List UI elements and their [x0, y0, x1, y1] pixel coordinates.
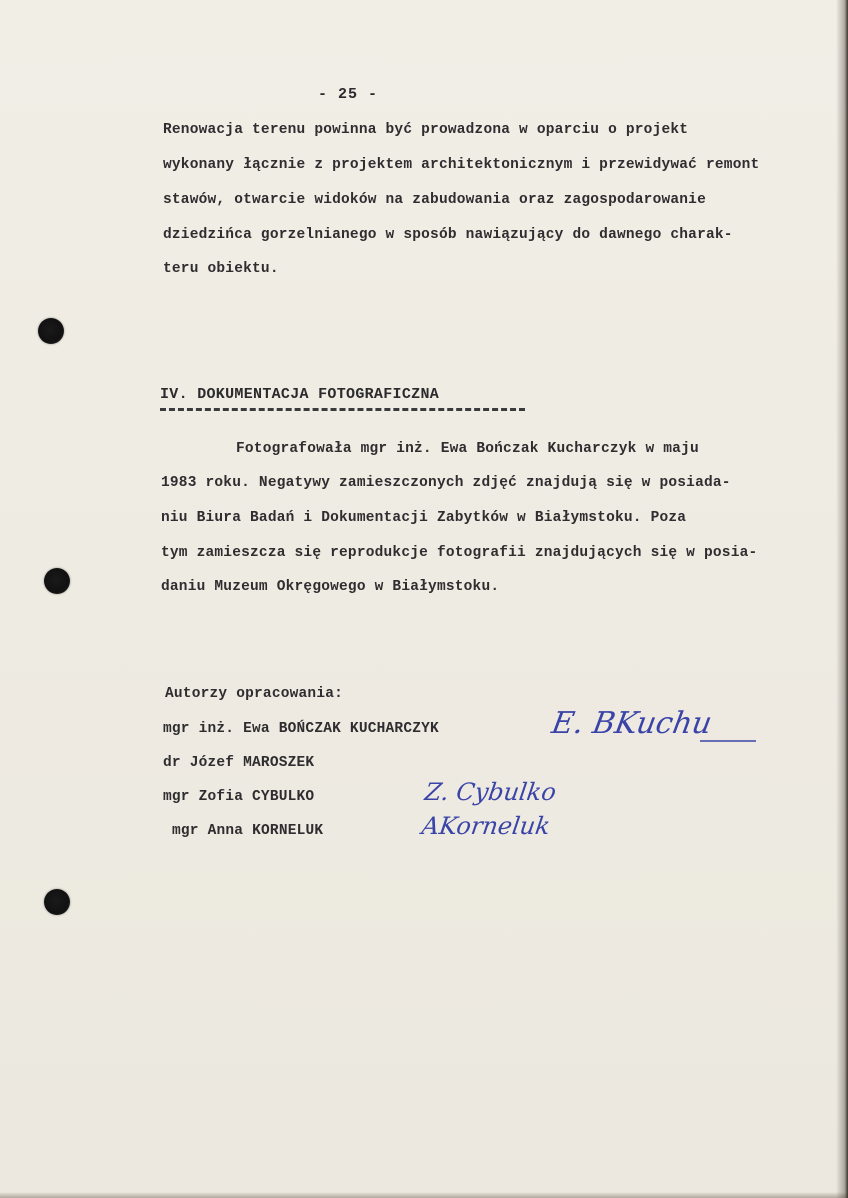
paragraph-line: niu Biura Badań i Dokumentacji Zabytków w Białymstoku. Poza	[161, 510, 687, 526]
paragraph-line: stawów, otwarcie widoków na zabudowania oraz zagospodarowanie	[163, 192, 706, 208]
punch-hole-icon	[38, 318, 64, 344]
page-bottom-shadow	[0, 1192, 848, 1198]
page-number: - 25 -	[318, 86, 379, 103]
paragraph-line: wykonany łącznie z projektem architektonicznym i przewidywać remont	[163, 157, 760, 173]
punch-hole-icon	[44, 889, 70, 915]
page-edge-shadow	[836, 0, 848, 1198]
paragraph-line: teru obiektu.	[163, 261, 279, 277]
paragraph-line: tym zamieszcza się reprodukcje fotografii znajdujących się w posia-	[161, 545, 758, 561]
paragraph-line: daniu Muzeum Okręgowego w Białymstoku.	[161, 579, 500, 595]
signature-underline	[700, 738, 760, 744]
authors-label: Autorzy opracowania:	[165, 686, 344, 702]
signature-korneluk: AKorneluk	[420, 812, 552, 840]
punch-hole-icon	[44, 568, 70, 594]
heading-underline	[160, 408, 525, 411]
paragraph-line: dziedzińca gorzelnianego w sposób nawiązujący do dawnego charak-	[163, 227, 733, 243]
author-name: dr Józef MAROSZEK	[163, 755, 315, 771]
author-name: mgr Anna KORNELUK	[172, 823, 324, 839]
signature-cybulko: Z. Cybulko	[423, 778, 558, 806]
paragraph-line: Renowacja terenu powinna być prowadzona w oparciu o projekt	[163, 122, 689, 138]
section-heading: IV. DOKUMENTACJA FOTOGRAFICZNA	[160, 386, 440, 403]
author-name: mgr Zofia CYBULKO	[163, 789, 315, 805]
paragraph-line: Fotografowała mgr inż. Ewa Bończak Kucharczyk w maju	[236, 441, 699, 457]
signature-bonczak: E. BKuchu	[548, 706, 715, 741]
paragraph-line: 1983 roku. Negatywy zamieszczonych zdjęć znajdują się w posiada-	[161, 475, 731, 491]
author-name: mgr inż. Ewa BOŃCZAK KUCHARCZYK	[163, 721, 439, 737]
